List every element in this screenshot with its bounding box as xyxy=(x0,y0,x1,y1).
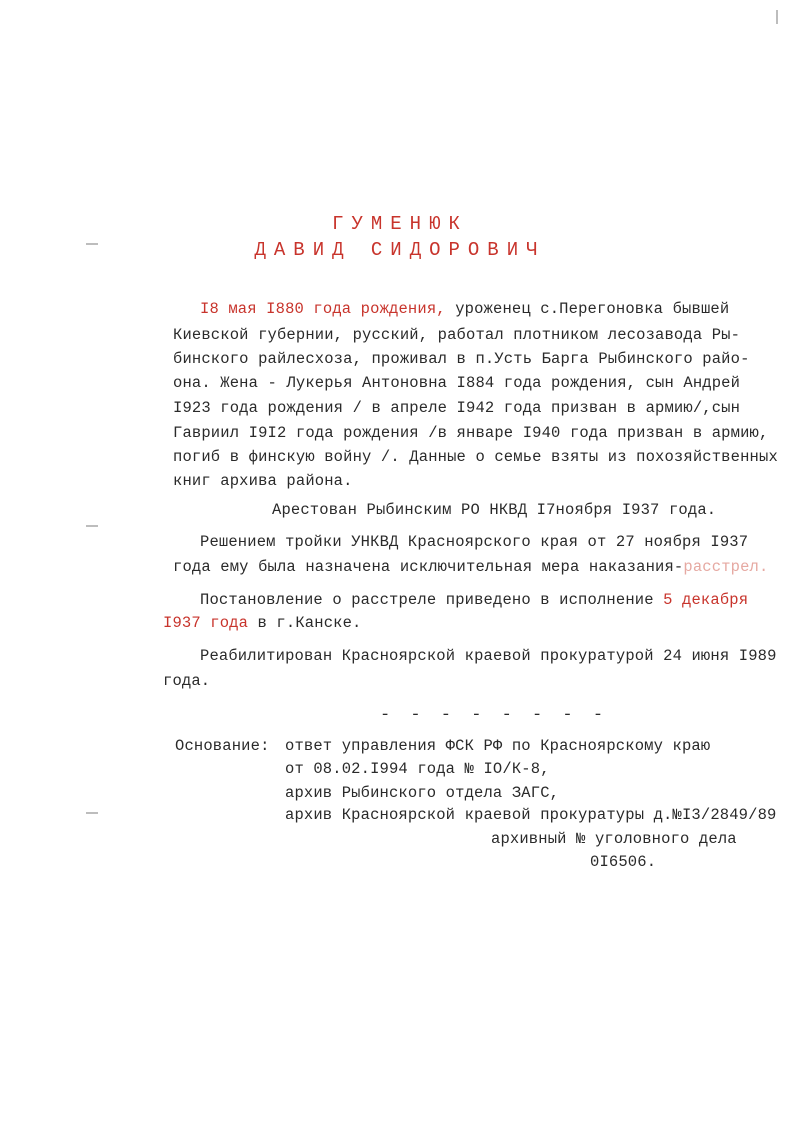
bio-line-7: погиб в финскую войну /. Данные о семье взяты из похозяйственных xyxy=(173,448,778,466)
basis-line-6: 0I6506. xyxy=(590,853,657,871)
bio-line-6: Гавриил I9I2 года рождения /в январе I940 года призван в армию, xyxy=(173,424,769,442)
bio-line-1 xyxy=(200,300,729,318)
execution-line-2 xyxy=(163,614,362,632)
bio-line-4: она. Жена - Лукерья Антоновна I884 года рождения, сын Андрей xyxy=(173,374,741,392)
basis-line-4: архив Красноярской краевой прокуратуры д.№I3/2849/89 xyxy=(285,806,777,824)
person-name: ДАВИД СИДОРОВИЧ xyxy=(254,239,546,261)
basis-line-3: архив Рыбинского отдела ЗАГС, xyxy=(285,784,560,802)
person-surname: ГУМЕНЮК xyxy=(332,213,468,235)
edge-mark xyxy=(86,243,98,245)
rehab-line-2: года. xyxy=(163,672,211,690)
bio-line-1-rest: уроженец с.Перегоновка бывшей xyxy=(445,300,730,318)
basis-line-1: ответ управления ФСК РФ по Красноярскому краю xyxy=(285,737,711,755)
edge-mark xyxy=(86,525,98,527)
separator-dashes: - - - - - - - - xyxy=(380,706,609,725)
basis-line-5: архивный № уголовного дела xyxy=(491,830,737,848)
rehab-line-1: Реабилитирован Красноярской краевой прокуратурой 24 июня I989 xyxy=(200,647,777,665)
execution-date: 5 декабря xyxy=(663,591,749,609)
sentence-line-2-main: года ему была назначена исключительная мера наказания- xyxy=(173,558,684,576)
bio-line-5: I923 года рождения / в апреле I942 года призван в армию/,сын xyxy=(173,399,741,417)
execution-line-1 xyxy=(200,591,748,609)
birth-date: I8 мая I880 года рождения, xyxy=(200,300,446,318)
sentence-line-1: Решением тройки УНКВД Красноярского края от 27 ноября I937 xyxy=(200,533,749,551)
bio-line-8: книг архива района. xyxy=(173,472,353,490)
sentence-line-2 xyxy=(173,558,768,576)
execution-place: в г.Канске. xyxy=(248,614,362,632)
bio-line-3: бинского райлесхоза, проживал в п.Усть Барга Рыбинского райо- xyxy=(173,350,750,368)
edge-mark xyxy=(86,812,98,814)
execution-year: I937 года xyxy=(163,614,249,632)
execution-line-1-main: Постановление о расстреле приведено в исполнение xyxy=(200,591,664,609)
basis-line-2: от 08.02.I994 года № IO/К-8, xyxy=(285,760,550,778)
sentence-verdict: расстрел. xyxy=(683,558,769,576)
bio-line-2: Киевской губернии, русский, работал плотником лесозавода Ры- xyxy=(173,326,741,344)
corner-mark xyxy=(776,10,778,24)
basis-label: Основание: xyxy=(175,737,270,755)
arrest-line: Арестован Рыбинским РО НКВД I7ноября I937 года. xyxy=(272,501,717,519)
